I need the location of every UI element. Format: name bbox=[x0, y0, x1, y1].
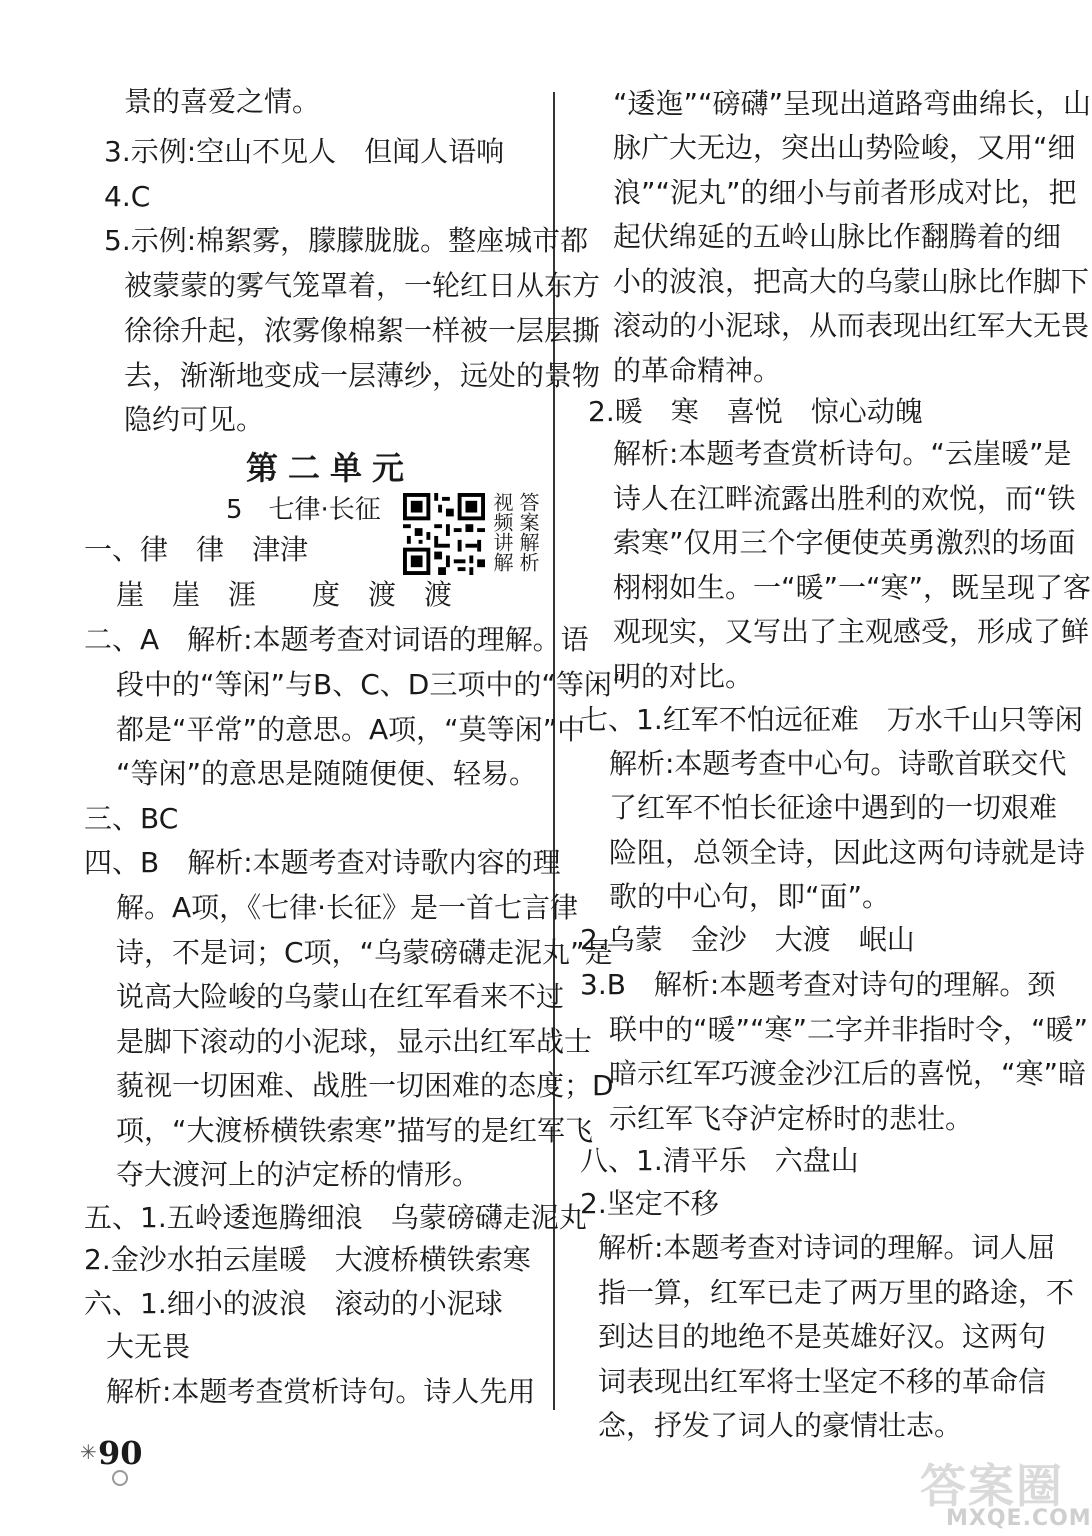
unit-title: 第二单元 bbox=[246, 449, 415, 487]
text-line: 说高大险峻的乌蒙山在红军看来不过 bbox=[116, 980, 565, 1013]
text-line: 索寒”仅用三个字便使英勇激烈的场面 bbox=[613, 526, 1076, 559]
text-line: 都是“平常”的意思。A项，“莫等闲”中 bbox=[116, 713, 586, 746]
text-line: “等闲”的意思是随随便便、轻易。 bbox=[116, 757, 538, 790]
text-line: 滚动的小泥球，从而表现出红军大无畏 bbox=[613, 309, 1090, 342]
text-line: 解析:本题考查对诗词的理解。词人屈 bbox=[598, 1231, 1056, 1264]
text-line: 四、B 解析:本题考查对诗歌内容的理 bbox=[84, 846, 561, 879]
text-line: 七、1.红军不怕远征难 万水千山只等闲 bbox=[580, 703, 1083, 736]
text-line: 解。A项，《七律·长征》是一首七言律 bbox=[116, 891, 579, 924]
text-line: 栩栩如生。一“暖”一“寒”，既呈现了客 bbox=[613, 571, 1092, 604]
text-line: 2.坚定不移 bbox=[580, 1187, 719, 1220]
text-line: 到达目的地绝不是英雄好汉。这两句 bbox=[598, 1320, 1047, 1353]
text-line: 险阻，总领全诗，因此这两句诗就是诗 bbox=[609, 836, 1086, 869]
text-line: 是脚下滚动的小泥球，显示出红军战士 bbox=[116, 1025, 593, 1058]
page-number: 90 bbox=[98, 1434, 143, 1472]
text-line: 藐视一切困难、战胜一切困难的态度；D bbox=[116, 1069, 614, 1102]
text-line: 指一算，红军已走了两万里的路途，不 bbox=[598, 1276, 1075, 1309]
qr-code-icon bbox=[403, 493, 485, 575]
text-line: 明的对比。 bbox=[613, 660, 754, 693]
text-line: 景的喜爱之情。 bbox=[124, 85, 321, 118]
text-line: 一、律 律 津津 bbox=[84, 533, 309, 566]
text-line: 项，“大渡桥横铁索寒”描写的是红军飞 bbox=[116, 1114, 594, 1147]
text-line: 崖 崖 涯 度 渡 渡 bbox=[116, 578, 453, 611]
text-line: 了红军不怕长征途中遇到的一切艰难 bbox=[609, 791, 1058, 824]
text-line: 的革命精神。 bbox=[613, 354, 782, 387]
text-line: 歌的中心句，即“面”。 bbox=[609, 880, 891, 913]
text-line: 六、1.细小的波浪 滚动的小泥球 bbox=[84, 1287, 503, 1320]
text-line: 诗，不是词；C项，“乌蒙磅礴走泥丸”是 bbox=[116, 936, 613, 969]
text-line: 3.B 解析:本题考查对诗句的理解。颈 bbox=[580, 968, 1056, 1001]
text-line: 3.示例:空山不见人 但闻人语响 bbox=[104, 135, 505, 168]
text-line: 脉广大无边，突出山势险峻，又用“细 bbox=[613, 131, 1076, 164]
text-line: 起伏绵延的五岭山脉比作翻腾着的细 bbox=[613, 220, 1062, 253]
text-line: 浪”“泥丸”的细小与前者形成对比，把 bbox=[613, 176, 1077, 209]
text-line: 2.金沙水拍云崖暖 大渡桥横铁索寒 bbox=[84, 1243, 531, 1276]
text-line: 解析:本题考查赏析诗句。诗人先用 bbox=[106, 1375, 536, 1408]
qr-label-answer: 答案解析 bbox=[516, 492, 540, 572]
text-line: 段中的“等闲”与B、C、D三项中的“等闲” bbox=[116, 668, 627, 701]
watermark-domain: MXQE.COM bbox=[946, 1506, 1092, 1531]
lesson-title: 5 七律·长征 bbox=[226, 495, 381, 525]
qr-label-video: 视频讲解 bbox=[490, 492, 514, 572]
text-line: 诗人在江畔流露出胜利的欢悦，而“铁 bbox=[613, 482, 1076, 515]
text-line: 被蒙蒙的雾气笼罩着，一轮红日从东方 bbox=[124, 269, 601, 302]
text-line: 2.乌蒙 金沙 大渡 岷山 bbox=[580, 923, 915, 956]
text-line: 暗示红军巧渡金沙江后的喜悦，“寒”暗 bbox=[609, 1057, 1087, 1090]
text-line: “逶迤”“磅礴”呈现出道路弯曲绵长，山 bbox=[613, 87, 1092, 120]
qr-code[interactable] bbox=[403, 493, 485, 575]
text-line: 二、A 解析:本题考查对词语的理解。语 bbox=[84, 623, 589, 656]
star-icon: ✳ bbox=[80, 1440, 97, 1464]
text-line: 徐徐升起，浓雾像棉絮一样被一层层撕 bbox=[124, 314, 601, 347]
circle-icon bbox=[112, 1470, 128, 1486]
text-line: 2.暖 寒 喜悦 惊心动魄 bbox=[588, 395, 923, 428]
text-line: 词表现出红军将士坚定不移的革命信 bbox=[598, 1365, 1047, 1398]
text-line: 联中的“暖”“寒”二字并非指时令，“暖” bbox=[609, 1013, 1089, 1046]
text-line: 解析:本题考查中心句。诗歌首联交代 bbox=[609, 747, 1067, 780]
watermark-logo: 答案圈 bbox=[920, 1459, 1064, 1513]
text-line: 解析:本题考查赏析诗句。“云崖暖”是 bbox=[613, 437, 1072, 470]
text-line: 示红军飞夺泸定桥时的悲壮。 bbox=[609, 1102, 974, 1135]
text-line: 4.C bbox=[104, 180, 151, 213]
text-line: 三、BC bbox=[84, 802, 179, 835]
text-line: 隐约可见。 bbox=[124, 403, 265, 436]
text-line: 小的波浪，把高大的乌蒙山脉比作脚下 bbox=[613, 265, 1090, 298]
text-line: 观现实，又写出了主观感受，形成了鲜 bbox=[613, 615, 1090, 648]
text-line: 去，渐渐地变成一层薄纱，远处的景物 bbox=[124, 359, 601, 392]
text-line: 大无畏 bbox=[106, 1330, 191, 1363]
text-line: 八、1.清平乐 六盘山 bbox=[580, 1144, 859, 1177]
text-line: 5.示例:棉絮雾，朦朦胧胧。整座城市都 bbox=[104, 224, 589, 257]
text-line: 念，抒发了词人的豪情壮志。 bbox=[598, 1409, 963, 1442]
text-line: 夺大渡河上的泸定桥的情形。 bbox=[116, 1158, 481, 1191]
text-line: 五、1.五岭逶迤腾细浪 乌蒙磅礴走泥丸 bbox=[84, 1201, 587, 1234]
